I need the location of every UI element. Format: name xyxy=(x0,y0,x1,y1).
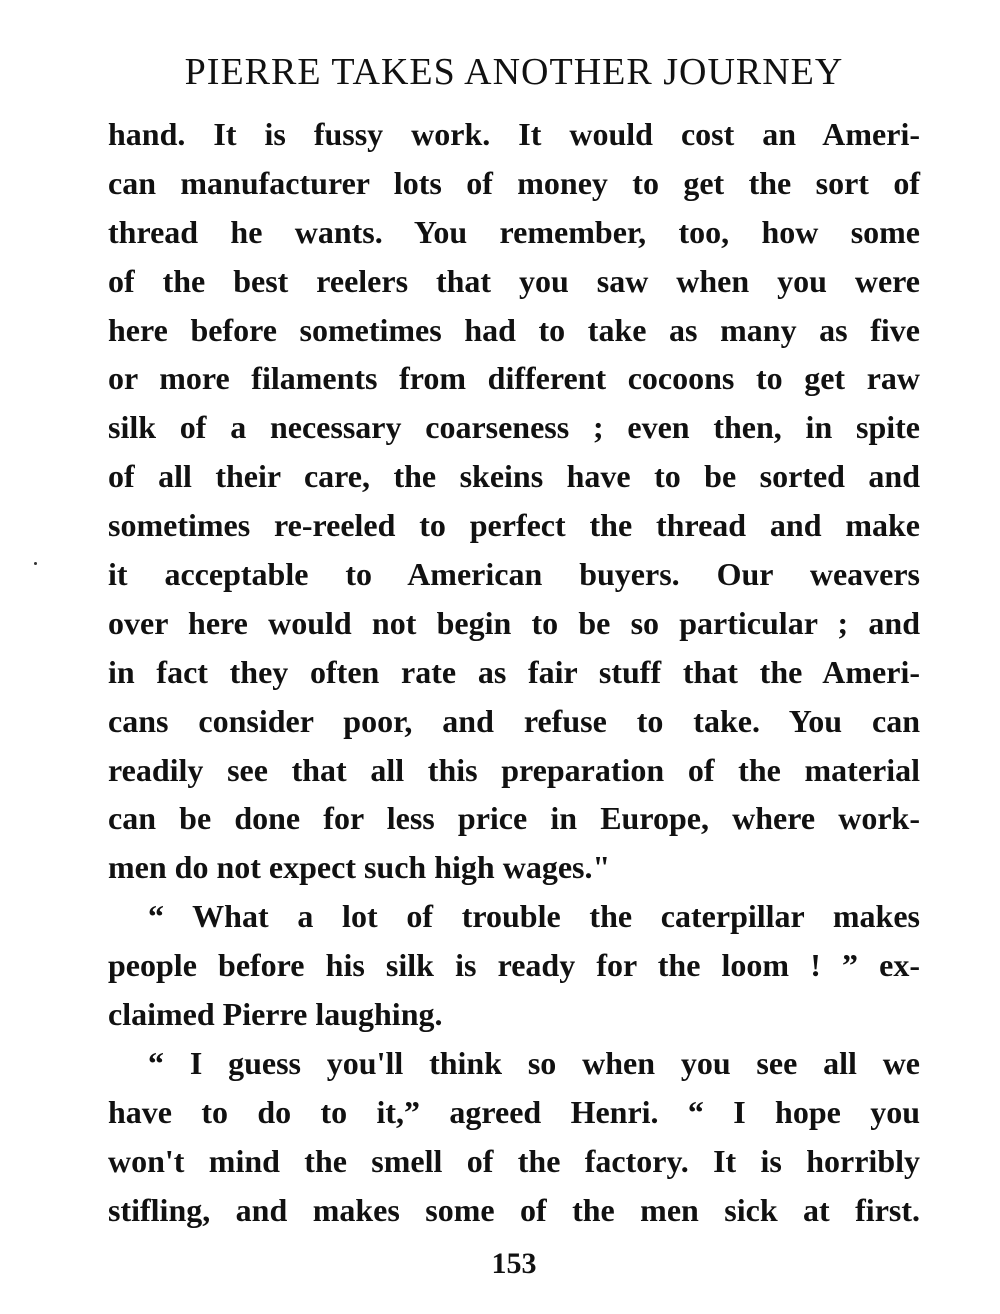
text-line: thread he wants. You remember, too, how some xyxy=(108,213,920,250)
text-line: have to do to it,” agreed Henri. “ I hope you xyxy=(108,1093,920,1130)
text-line: silk of a necessary coarseness ; even then, in spite xyxy=(108,409,920,446)
text-line: it acceptable to American buyers. Our weavers xyxy=(108,556,920,593)
book-page xyxy=(108,44,920,1294)
text-line: in fact they often rate as fair stuff that the Ameri- xyxy=(108,653,920,690)
body-text xyxy=(108,110,920,1234)
text-line: won't mind the smell of the factory. It is horribly xyxy=(108,1142,920,1179)
ink-speck xyxy=(34,562,37,565)
text-line: or more filaments from different cocoons to get raw xyxy=(108,360,920,397)
text-line: stifling, and makes some of the men sick at first. xyxy=(108,1191,920,1228)
text-line: people before his silk is ready for the loom ! ” ex- xyxy=(108,947,920,984)
text-line: sometimes re-reeled to perfect the thread and make xyxy=(108,507,920,544)
running-head: PIERRE TAKES ANOTHER JOURNEY xyxy=(184,51,844,93)
text-line: can be done for less price in Europe, where work- xyxy=(108,800,920,837)
text-line: over here would not begin to be so particular ; and xyxy=(108,604,920,641)
text-line: of the best reelers that you saw when you were xyxy=(108,262,920,299)
text-line: readily see that all this preparation of the material xyxy=(108,751,920,788)
text-line: “ What a lot of trouble the caterpillar makes xyxy=(148,898,920,935)
text-line: of all their care, the skeins have to be sorted and xyxy=(108,458,920,495)
text-line: cans consider poor, and refuse to take. You can xyxy=(108,702,920,739)
paragraph xyxy=(108,892,920,1039)
page-number: 153 xyxy=(491,1247,537,1280)
text-line: can manufacturer lots of money to get the sort of xyxy=(108,164,920,201)
text-line: hand. It is fussy work. It would cost an Ameri- xyxy=(108,116,920,152)
paragraph xyxy=(108,110,920,892)
text-line: men do not expect such high wages." xyxy=(108,849,611,886)
text-line: here before sometimes had to take as many as five xyxy=(108,311,920,348)
text-line: “ I guess you'll think so when you see all we xyxy=(148,1044,920,1081)
text-line: claimed Pierre laughing. xyxy=(108,996,443,1033)
paragraph xyxy=(108,1039,920,1235)
